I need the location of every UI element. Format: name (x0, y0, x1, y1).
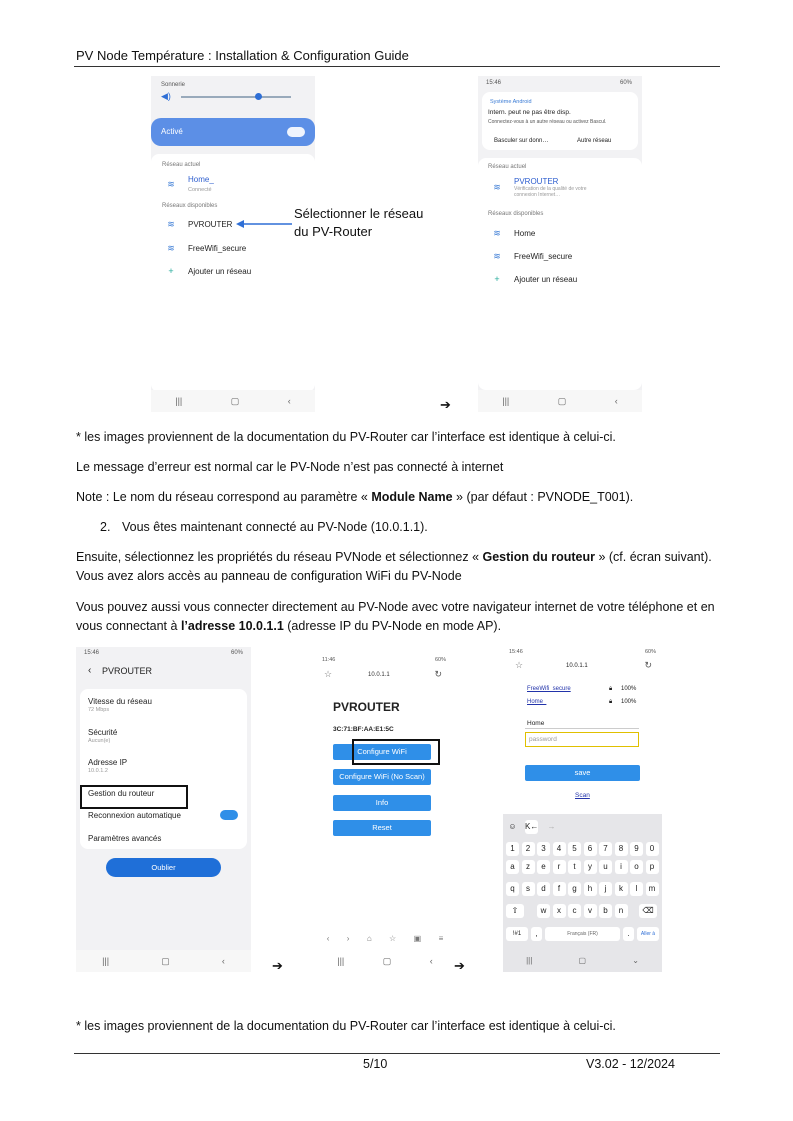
status-time: 15:46 (509, 649, 523, 655)
keyboard-key: r (553, 860, 566, 874)
keyboard-key: z (522, 860, 535, 874)
text-span: Ensuite, sélectionnez les propriétés du réseau PVNode et sélectionnez « (76, 550, 483, 564)
url-bar: 10.0.1.1 (566, 663, 588, 669)
add-network (490, 274, 577, 284)
speed-label: Vitesse du réseau (88, 697, 152, 706)
network-name: FreeWifi_secure (188, 244, 247, 253)
keyboard-key: 4 (553, 842, 566, 856)
symbols-key: !#1 (506, 927, 528, 941)
keyboard (503, 814, 662, 972)
other-network-button: Autre réseau (577, 138, 612, 144)
keyboard-key: 2 (522, 842, 535, 856)
home-icon: ▢ (161, 955, 170, 966)
paragraph-direct-connect (76, 598, 726, 636)
screenshot-wifi-list (151, 76, 315, 412)
verify-label: Vérification de la qualité de votre connexion Internet… (514, 186, 587, 198)
keyboard-key: g (568, 882, 581, 896)
system-android-label: Système Android (490, 99, 532, 105)
annotation-text (294, 205, 423, 241)
page-header: PV Node Température : Installation & Configuration Guide (76, 48, 409, 63)
status-battery: 60% (434, 657, 446, 663)
step-2 (100, 518, 720, 537)
annotation-line-1: Sélectionner le réseau (294, 206, 424, 221)
keyboard-key: s (522, 882, 535, 896)
ip-value: 10.0.1.2 (88, 768, 108, 774)
screenshot-wifimanager (318, 654, 452, 972)
signal-home: 100% (621, 699, 637, 705)
reload-icon: ↻ (644, 660, 652, 670)
text-span: Vous pouvez aussi vous connecter directement au PV-Node avec votre navigateur internet de votre téléphone et en vous connectant à (76, 600, 715, 633)
auto-reconnect-label: Reconnexion automatique (88, 811, 181, 820)
status-battery: 60% (644, 649, 656, 655)
arrow-icon: ➔ (272, 958, 283, 973)
paragraph-router-management (76, 548, 726, 586)
android-navbar (151, 390, 315, 412)
keyboard-key: k (615, 882, 628, 896)
network-link-freewifi: FreeWifi_secure (527, 686, 571, 692)
keyboard-key: 9 (630, 842, 643, 856)
network-freewifi (164, 243, 246, 254)
star-icon: ☆ (324, 669, 333, 679)
mac-address: 3C:71:BF:AA:E1:5C (333, 726, 394, 733)
star-icon: ☆ (515, 660, 524, 670)
active-label: Activé (161, 127, 183, 136)
keyboard-key: w (537, 904, 550, 918)
status-time: 15:46 (84, 650, 100, 656)
switch-data-button: Basculer sur donn… (494, 138, 549, 144)
keyboard-key: 6 (584, 842, 597, 856)
key-k-arrow: K← (525, 820, 538, 834)
password-field: password (525, 732, 639, 747)
security-label: Sécurité (88, 728, 118, 737)
keyboard-navbar (503, 950, 662, 970)
annotation-arrow-icon (236, 219, 292, 229)
version: V3.02 - 12/2024 (586, 1057, 675, 1071)
keyboard-key: v (584, 904, 597, 918)
back-icon: ‹ (287, 396, 291, 406)
reload-icon: ↻ (434, 669, 442, 679)
lock-icon: 🔒︎ (609, 686, 613, 692)
paragraph-network-name (76, 488, 726, 507)
available-networks-label: Réseaux disponibles (162, 203, 218, 209)
footer-divider (74, 1053, 720, 1054)
home-icon: ▢ (382, 955, 392, 966)
keyboard-key: e (537, 860, 550, 874)
bookmark-icon: ☆ (389, 934, 397, 943)
keyboard-key: b (599, 904, 612, 918)
keyboard-key: j (599, 882, 612, 896)
lock-icon: 🔒︎ (609, 699, 613, 705)
page-number: 5/10 (363, 1057, 388, 1071)
info-button: Info (333, 795, 431, 811)
screenshot-network-properties (76, 647, 251, 972)
go-key: Aller à (637, 927, 659, 941)
recents-icon: ||| (337, 956, 345, 966)
screenshot-no-internet (478, 76, 642, 412)
note-images-2: * les images proviennent de la documentation du PV-Router car l’interface est identique à celui-ci. (76, 1019, 616, 1033)
back-icon: ‹ (429, 956, 433, 966)
wifi-toggle (287, 127, 305, 137)
keyboard-key: 5 (568, 842, 581, 856)
wifi-icon: ≋ (167, 178, 175, 189)
text-span: » (par défaut : PVNODE_T001). (452, 490, 634, 504)
ip-label: Adresse IP (88, 758, 128, 767)
volume-icon: ◀) (161, 91, 171, 101)
forward-icon: › (346, 934, 350, 943)
plus-icon: + (494, 274, 500, 284)
space-key: Français (FR) (545, 927, 620, 941)
current-network-label: Réseau actuel (162, 162, 201, 168)
network-link-home: Home_ (527, 699, 547, 705)
current-network-label: Réseau actuel (488, 164, 527, 170)
keyboard-key: 7 (599, 842, 612, 856)
step-text: Vous êtes maintenant connecté au PV-Node (10.0.1.1). (122, 520, 428, 534)
tabs-icon: ▣ (413, 934, 422, 943)
scan-link: Scan (575, 792, 590, 799)
recents-icon: ||| (175, 396, 183, 406)
signal-freewifi: 100% (621, 686, 637, 692)
available-networks-label: Réseaux disponibles (488, 211, 544, 217)
configure-wifi-noscan-button: Configure WiFi (No Scan) (333, 769, 431, 785)
keyboard-key: 0 (646, 842, 659, 856)
add-network-label: Ajouter un réseau (514, 274, 578, 284)
keyboard-key: l (630, 882, 643, 896)
wifi-icon: ≋ (167, 243, 175, 253)
recents-icon: ||| (526, 955, 533, 965)
auto-reconnect-toggle (220, 810, 238, 820)
recents-icon: ||| (502, 396, 510, 406)
arrow-icon: ➔ (440, 397, 451, 412)
connected-label: Connecté (188, 187, 212, 193)
backspace-key: ⌫ (639, 904, 657, 918)
wifi-icon: ≋ (493, 182, 501, 192)
add-network (164, 266, 251, 276)
home-icon: ⌂ (366, 934, 372, 943)
add-network-label: Ajouter un réseau (188, 266, 252, 276)
sonnerie-label: Sonnerie (161, 82, 186, 88)
back-icon: ‹ (326, 934, 330, 943)
text-span: (adresse IP du PV-Node en mode AP). (283, 619, 502, 633)
keyboard-key: 8 (615, 842, 628, 856)
network-name: PVROUTER (188, 220, 233, 229)
forget-button: Oublier (106, 858, 221, 877)
router-management-item: Gestion du routeur (88, 789, 155, 798)
keyboard-key: n (615, 904, 628, 918)
period-key: . (623, 927, 634, 941)
key-right-arrow: → (547, 822, 556, 831)
network-pvrouter (490, 177, 604, 198)
keyboard-key: c (568, 904, 581, 918)
wifi-icon: ≋ (493, 251, 501, 261)
network-name: FreeWifi_secure (514, 252, 573, 261)
keyboard-key: q (506, 882, 519, 896)
home-icon: ▢ (578, 955, 587, 965)
menu-icon: ≡ (438, 934, 444, 943)
keyboard-key: m (646, 882, 659, 896)
network-pvrouter (164, 219, 232, 230)
network-name: Home_ (188, 175, 214, 184)
keyboard-key: f (553, 882, 566, 896)
keyboard-key: 3 (537, 842, 550, 856)
keyboard-key: a (506, 860, 519, 874)
notice-sub: Connectez-vous à un autre réseau ou activez Bascul. (488, 119, 607, 125)
network-title: PVROUTER (102, 666, 153, 676)
android-navbar (478, 390, 642, 412)
network-name: PVROUTER (514, 177, 559, 186)
status-battery: 60% (230, 650, 243, 656)
home-icon: ▢ (230, 395, 240, 406)
network-name: Home (514, 229, 536, 238)
status-time: 15:46 (486, 80, 502, 86)
address-bold: l’adresse 10.0.1.1 (180, 619, 284, 633)
security-value: Aucun(e) (88, 738, 111, 744)
network-home (490, 228, 535, 239)
advanced-settings-label: Paramètres avancés (88, 834, 162, 843)
volume-slider (181, 96, 291, 98)
keyboard-key: t (568, 860, 581, 874)
home-icon: ▢ (557, 395, 567, 406)
keyboard-key: h (584, 882, 597, 896)
speed-value: 72 Mbps (88, 707, 110, 713)
android-navbar (318, 950, 452, 972)
wifi-icon: ≋ (493, 228, 501, 238)
page-title: PVROUTER (333, 700, 400, 714)
volume-knob (255, 93, 262, 100)
keyboard-key: i (615, 860, 628, 874)
save-button: save (525, 765, 640, 781)
shift-key: ⇧ (506, 904, 524, 918)
comma-key: , (531, 927, 542, 941)
ssid-field: Home (525, 719, 639, 729)
browser-toolbar (318, 934, 452, 943)
back-icon: ‹ (614, 396, 618, 406)
keyboard-key: p (646, 860, 659, 874)
arrow-icon: ➔ (454, 958, 465, 973)
screenshot-wifi-config (503, 646, 662, 972)
android-navbar (76, 950, 251, 972)
header-divider (74, 66, 720, 67)
keyboard-key: x (553, 904, 566, 918)
status-battery: 60% (619, 80, 632, 86)
note-images-1: * les images proviennent de la documentation du PV-Router car l’interface est identique à celui-ci. (76, 430, 616, 444)
notice-title: Intern. peut ne pas être disp. (488, 109, 571, 116)
configure-wifi-button: Configure WiFi (333, 744, 431, 760)
text-span: » (cf. écran suivant). Vous avez alors accès au panneau de configuration WiFi du PV-Node (76, 550, 712, 583)
network-freewifi (490, 251, 572, 262)
paragraph-error-message: Le message d’erreur est normal car le PV-Node n’est pas connecté à internet (76, 460, 504, 474)
keyboard-key: y (584, 860, 597, 874)
back-icon: ‹ (221, 956, 225, 966)
wifi-icon: ≋ (167, 219, 175, 229)
status-time: 11:46 (322, 657, 336, 663)
back-arrow-icon: ‹ (88, 665, 92, 676)
reset-button: Reset (333, 820, 431, 836)
configure-wifi-highlight (352, 739, 440, 765)
recents-icon: ||| (102, 956, 110, 966)
keyboard-key: u (599, 860, 612, 874)
step-number: 2. (100, 520, 111, 534)
emoji-key: ☺ (508, 822, 517, 831)
hide-keyboard-icon: ⌄ (632, 955, 639, 965)
gestion-bold: Gestion du routeur (482, 550, 595, 564)
text-span: Note : Le nom du réseau correspond au paramètre « (76, 490, 372, 504)
annotation-line-2: du PV-Router (294, 224, 373, 239)
network-home (164, 175, 214, 193)
module-name-bold: Module Name (371, 490, 453, 504)
keyboard-key: d (537, 882, 550, 896)
plus-icon: + (168, 266, 174, 276)
url-bar: 10.0.1.1 (368, 672, 390, 678)
keyboard-key: 1 (506, 842, 519, 856)
keyboard-key: o (630, 860, 643, 874)
